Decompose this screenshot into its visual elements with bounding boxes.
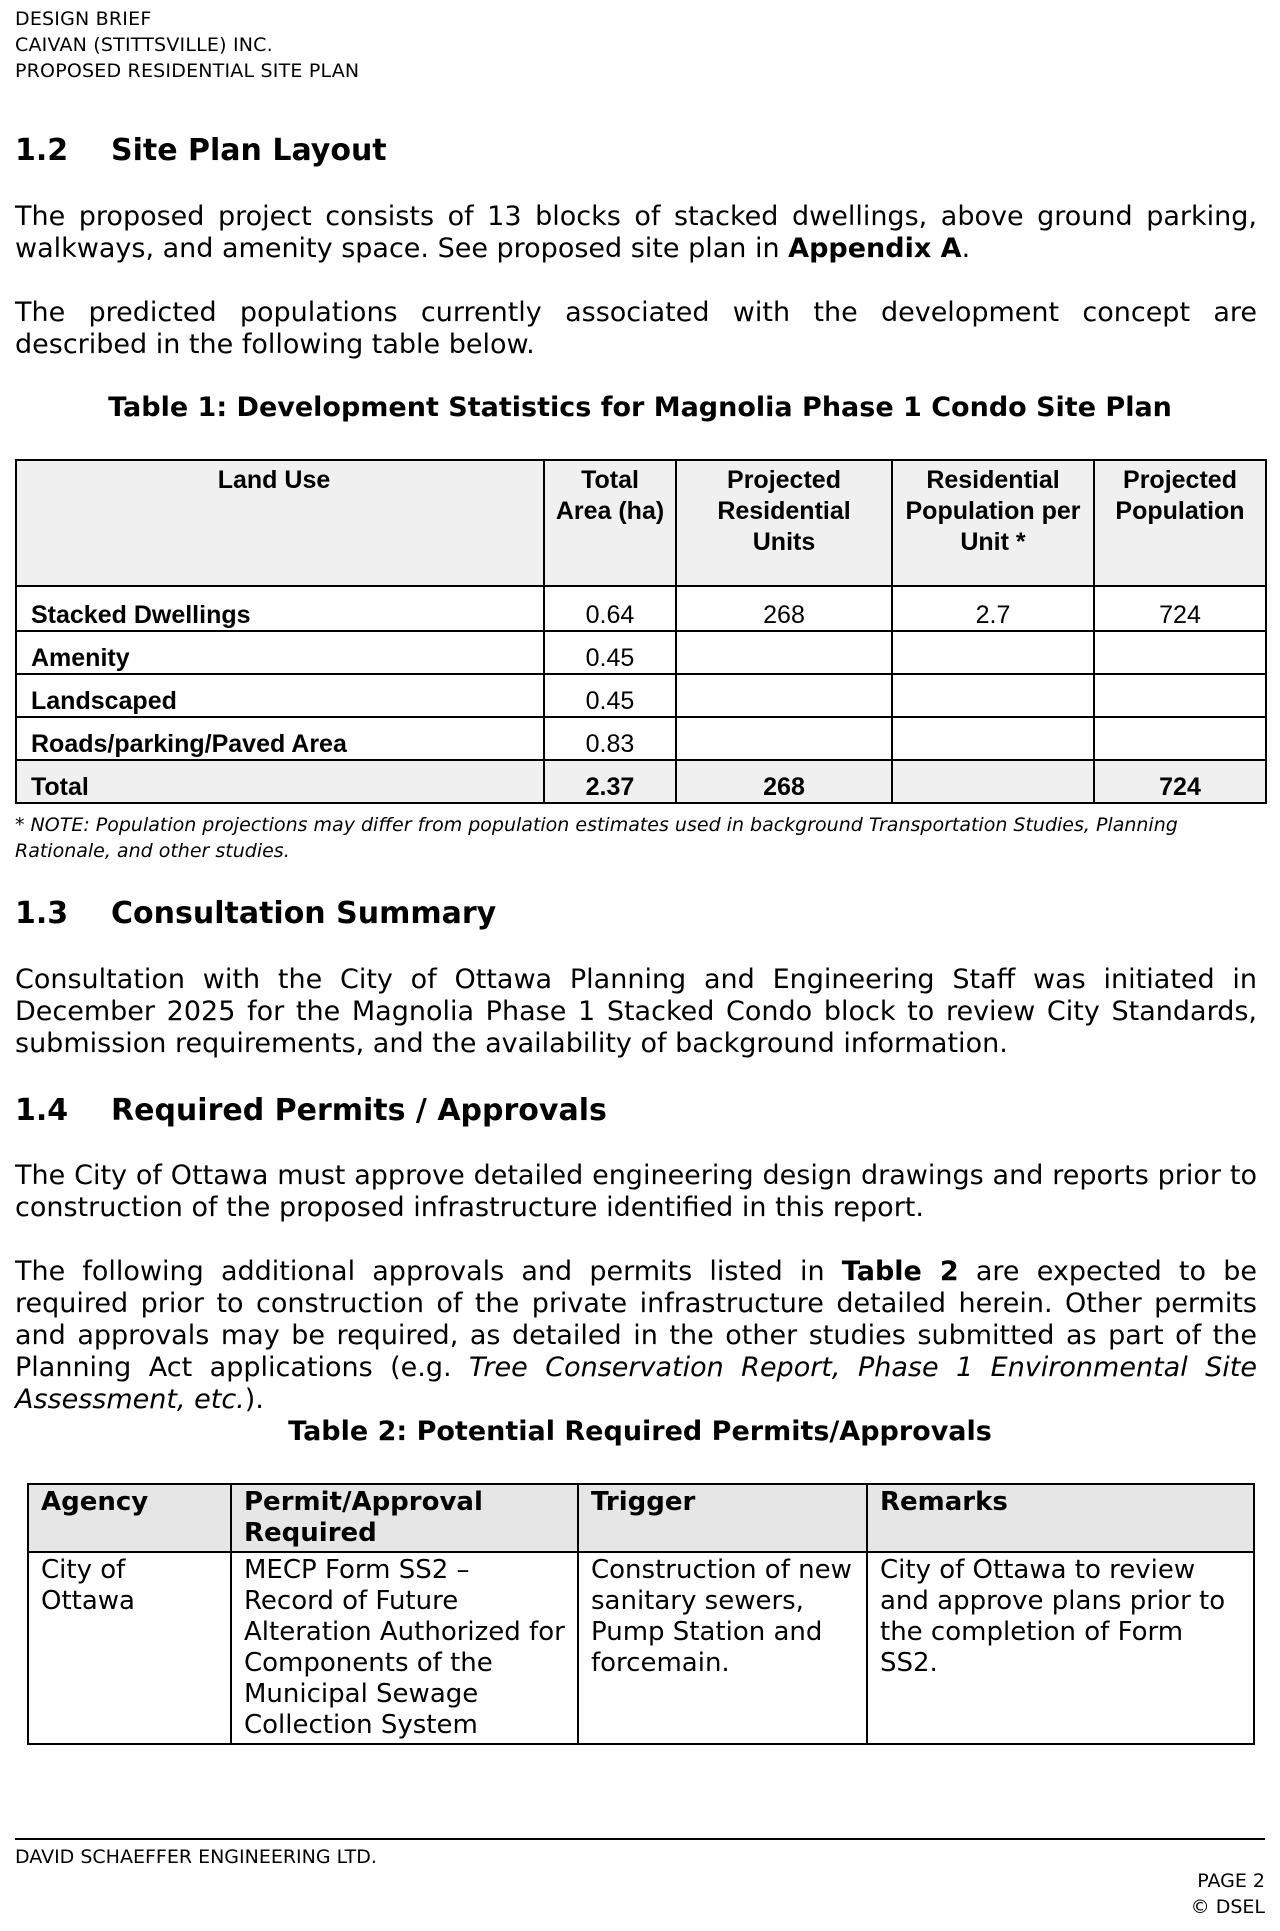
table-row bbox=[16, 717, 1266, 760]
table-cell bbox=[892, 717, 1094, 760]
table-cell bbox=[892, 674, 1094, 717]
table-cell: Total bbox=[16, 760, 544, 803]
page-number-block bbox=[1191, 1868, 1265, 1920]
table-cell: Construction of new sanitary sewers, Pump Station and forcemain. bbox=[578, 1552, 867, 1744]
text-run: . bbox=[961, 233, 971, 264]
table-cell: 724 bbox=[1094, 586, 1266, 631]
column-header: Agency bbox=[28, 1484, 231, 1552]
running-header bbox=[15, 6, 359, 84]
table-cell bbox=[892, 631, 1094, 674]
section-number: 1.3 bbox=[15, 896, 69, 931]
table-cell bbox=[1094, 674, 1266, 717]
appendix-a-reference: Appendix A bbox=[788, 233, 962, 264]
table-1-note: * NOTE: Population projections may differ from population estimates used in background Transportation Studies, Planning Rationale, and other studies. bbox=[15, 814, 1178, 862]
table-cell bbox=[676, 631, 892, 674]
table-cell: City of Ottawa to review and approve plans prior to the completion of Form SS2. bbox=[867, 1552, 1254, 1744]
table-2-reference: Table 2 bbox=[841, 1256, 959, 1287]
table-row bbox=[16, 586, 1266, 631]
table-cell: Landscaped bbox=[16, 674, 544, 717]
header-line-3: PROPOSED RESIDENTIAL SITE PLAN bbox=[15, 60, 360, 82]
column-header: Residential Population per Unit * bbox=[892, 460, 1094, 586]
table-cell: 724 bbox=[1094, 760, 1266, 803]
column-header: Permit/Approval Required bbox=[231, 1484, 578, 1552]
table-cell: Amenity bbox=[16, 631, 544, 674]
copyright: © DSEL bbox=[1190, 1896, 1265, 1918]
table-cell: MECP Form SS2 – Record of Future Alteration Authorized for Components of the Municipal Sewage Collection System bbox=[231, 1552, 578, 1744]
page-footer bbox=[15, 1838, 1265, 1868]
table-cell: 2.37 bbox=[544, 760, 676, 803]
section-1-4-paragraph-2 bbox=[15, 1256, 1257, 1416]
section-title: Required Permits / Approvals bbox=[111, 1093, 607, 1128]
table-cell: 268 bbox=[676, 760, 892, 803]
text-run: are expected to be required prior to construction of the private infrastructure detailed herein. Other permits and approvals may be required, as detailed in the other studies submitted as part of the Planning Act applications (e.g. bbox=[15, 1256, 1257, 1383]
table-cell bbox=[676, 674, 892, 717]
table-cell bbox=[1094, 631, 1266, 674]
italic-text-run: Tree Conservation Report, Phase 1 Environmental Site Assessment, etc. bbox=[15, 1352, 1257, 1415]
section-1-3-paragraph: Consultation with the City of Ottawa Planning and Engineering Staff was initiated in December 2025 for the Magnolia Phase 1 Stacked Condo block to review City Standards, submission requirements, and the availability of background information. bbox=[15, 964, 1257, 1059]
table-cell: 2.7 bbox=[892, 586, 1094, 631]
development-statistics-table bbox=[15, 459, 1267, 804]
section-1-4-heading bbox=[15, 1093, 607, 1129]
table-cell: 0.64 bbox=[544, 586, 676, 631]
table-cell: 268 bbox=[676, 586, 892, 631]
table-cell: Stacked Dwellings bbox=[16, 586, 544, 631]
table-row bbox=[16, 631, 1266, 674]
column-header: Total Area (ha) bbox=[544, 460, 676, 586]
table-cell: 0.45 bbox=[544, 631, 676, 674]
table-total-row bbox=[16, 760, 1266, 803]
table-cell bbox=[676, 717, 892, 760]
column-header: Land Use bbox=[16, 460, 544, 586]
page-number: PAGE 2 bbox=[1197, 1870, 1265, 1892]
permits-approvals-table bbox=[27, 1483, 1255, 1745]
document-page bbox=[15, 0, 1265, 1931]
table-cell: City of Ottawa bbox=[28, 1552, 231, 1744]
column-header: Projected Residential Units bbox=[676, 460, 892, 586]
footer-company: DAVID SCHAEFFER ENGINEERING LTD. bbox=[15, 1846, 377, 1868]
column-header: Trigger bbox=[578, 1484, 867, 1552]
section-1-2-paragraph-2: The predicted populations currently associated with the development concept are described in the following table below. bbox=[15, 297, 1257, 360]
header-line-2: CAIVAN (STITTSVILLE) INC. bbox=[15, 34, 273, 56]
table-cell: 0.83 bbox=[544, 717, 676, 760]
table-header-row bbox=[28, 1484, 1254, 1552]
column-header: Remarks bbox=[867, 1484, 1254, 1552]
header-line-1: DESIGN BRIEF bbox=[15, 8, 152, 30]
section-1-2-heading bbox=[15, 133, 387, 169]
section-1-2-paragraph-1 bbox=[15, 201, 1257, 265]
table-header-row bbox=[16, 460, 1266, 586]
table-row bbox=[16, 674, 1266, 717]
section-number: 1.4 bbox=[15, 1093, 69, 1128]
table-cell: 0.45 bbox=[544, 674, 676, 717]
table-cell bbox=[892, 760, 1094, 803]
column-header: Projected Population bbox=[1094, 460, 1266, 586]
section-1-3-heading bbox=[15, 896, 496, 932]
table-cell: Roads/parking/Paved Area bbox=[16, 717, 544, 760]
section-title: Site Plan Layout bbox=[111, 133, 387, 168]
table-row bbox=[28, 1552, 1254, 1744]
text-run: ). bbox=[244, 1384, 264, 1415]
section-1-4-paragraph-1: The City of Ottawa must approve detailed engineering design drawings and reports prior to construction of the proposed infrastructure identified in this report. bbox=[15, 1160, 1257, 1223]
table-1-caption: Table 1: Development Statistics for Magnolia Phase 1 Condo Site Plan bbox=[108, 392, 1172, 423]
section-title: Consultation Summary bbox=[111, 896, 497, 931]
table-cell bbox=[1094, 717, 1266, 760]
table-2-caption: Table 2: Potential Required Permits/Approvals bbox=[288, 1416, 992, 1447]
text-run: The proposed project consists of 13 blocks of stacked dwellings, above ground parking, walkways, and amenity space. See proposed site plan in bbox=[15, 201, 1257, 264]
section-number: 1.2 bbox=[15, 133, 69, 168]
text-run: The following additional approvals and permits listed in bbox=[15, 1256, 842, 1287]
